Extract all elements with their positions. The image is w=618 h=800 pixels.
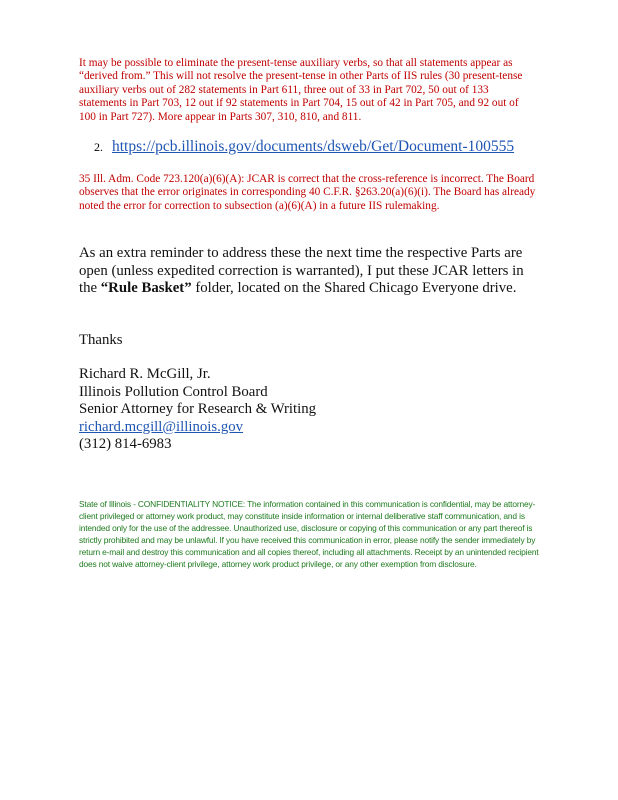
list-number: 2.: [94, 140, 103, 154]
citation-paragraph: 35 Ill. Adm. Code 723.120(a)(6)(A): JCAR is correct that the cross-reference is incorrect. The Board observes that the error originates in corresponding 40 C.F.R. §263.20(a)(6)(i). The Board has already noted the error for correction to subsection (a)(6)(A) in a future IIS rulemaking.: [79, 173, 536, 212]
document-link[interactable]: https://pcb.illinois.gov/documents/dsweb/Get/Document-100555: [112, 138, 515, 155]
signature-block: [79, 366, 539, 454]
signature-organization: Illinois Pollution Control Board: [79, 383, 268, 400]
confidentiality-notice: State of Illinois - CONFIDENTIALITY NOTICE: The information contained in this communication is confidential, may be attorney-client privileged or attorney work product, may constitute inside information or internal deliberative staff communication, and is intended only for the use of the addressee. Unauthorized use, disclosure or copying of this communication or any part thereof is strictly prohibited and may be unlawful. If you have received this communication in error, please notify the sender immediately by return e-mail and destroy this communication and all copies thereof, including all attachments. Receipt by an unintended recipient does not waive attorney-client privilege, attorney work product privilege, or any other exemption from disclosure.: [79, 499, 539, 570]
rule-basket-label: “Rule Basket”: [100, 280, 192, 297]
signature-email-link[interactable]: richard.mcgill@illinois.gov: [79, 418, 244, 435]
reminder-paragraph: [79, 245, 539, 298]
reminder-text-before: As an extra reminder to address these the next time the respective Parts are open (unless expedited correction is warranted), I put these JCAR letters in the: [79, 245, 524, 297]
closing-text: Thanks: [79, 332, 123, 348]
signature-name: Richard R. McGill, Jr.: [79, 366, 211, 382]
signature-phone: (312) 814-6983: [79, 436, 172, 453]
signature-title: Senior Attorney for Research & Writing: [79, 401, 317, 418]
reminder-text-after: folder, located on the Shared Chicago Everyone drive.: [191, 280, 517, 297]
list-item-2: [94, 138, 554, 156]
note-paragraph: It may be possible to eliminate the present-tense auxiliary verbs, so that all statements appear as “derived from.” This will not resolve the present-tense in other Parts of IIS rules (30 present-tense auxiliary verbs out of 282 statements in Part 611, three out of 33 in Part 702, 50 out of 133 statements in Part 703, 12 out if 92 statements in Part 704, 15 out of 42 in Part 705, and 92 out of 100 in Part 727). More appear in Parts 307, 310, 810, and 811.: [79, 57, 523, 123]
